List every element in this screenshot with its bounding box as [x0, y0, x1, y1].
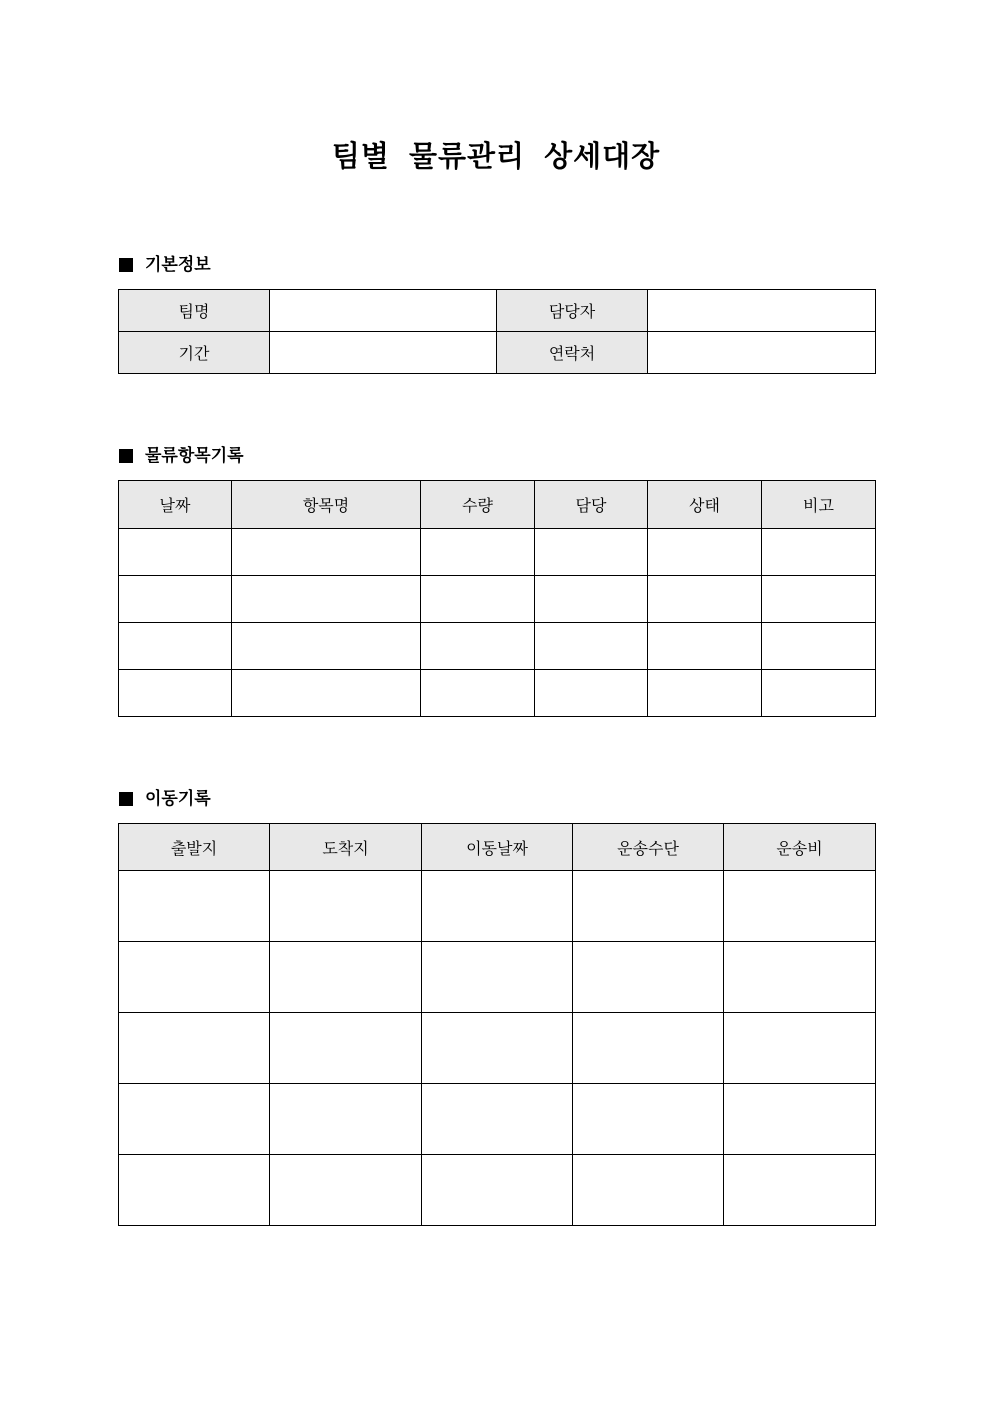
- table-cell[interactable]: [421, 529, 535, 576]
- table-cell[interactable]: [270, 871, 422, 942]
- table-cell[interactable]: [232, 576, 421, 623]
- table-cell[interactable]: [724, 1084, 876, 1155]
- column-header-move-date: 이동날짜: [422, 824, 573, 871]
- table-row: [119, 576, 876, 623]
- team-name-label: 팀명: [119, 290, 270, 332]
- table-cell[interactable]: [535, 623, 648, 670]
- table-cell[interactable]: [422, 1155, 573, 1226]
- table-cell[interactable]: [724, 942, 876, 1013]
- table-cell[interactable]: [119, 529, 232, 576]
- table-row: [119, 332, 876, 374]
- document-title: 팀별 물류관리 상세대장: [331, 139, 661, 173]
- column-header-origin: 출발지: [119, 824, 270, 871]
- table-cell[interactable]: [573, 942, 724, 1013]
- column-header-shipping-cost: 운송비: [724, 824, 876, 871]
- table-row: [119, 942, 876, 1013]
- table-cell[interactable]: [270, 1013, 422, 1084]
- table-cell[interactable]: [724, 1013, 876, 1084]
- table-cell[interactable]: [648, 576, 762, 623]
- table-cell[interactable]: [232, 529, 421, 576]
- table-cell[interactable]: [762, 576, 876, 623]
- table-cell[interactable]: [762, 670, 876, 717]
- column-header-transport: 운송수단: [573, 824, 724, 871]
- column-header-quantity: 수량: [421, 481, 535, 529]
- table-cell[interactable]: [573, 1155, 724, 1226]
- table-row: [119, 871, 876, 942]
- table-cell[interactable]: [232, 623, 421, 670]
- basic-info-heading: [119, 254, 211, 276]
- table-cell[interactable]: [573, 1013, 724, 1084]
- team-name-field[interactable]: [270, 290, 497, 332]
- items-record-table: [118, 480, 876, 717]
- table-row: [119, 290, 876, 332]
- table-cell[interactable]: [422, 942, 573, 1013]
- column-header-notes: 비고: [762, 481, 876, 529]
- table-cell[interactable]: [119, 871, 270, 942]
- column-header-date: 날짜: [119, 481, 232, 529]
- table-cell[interactable]: [119, 942, 270, 1013]
- table-cell[interactable]: [119, 1155, 270, 1226]
- table-cell[interactable]: [535, 670, 648, 717]
- table-cell[interactable]: [270, 1155, 422, 1226]
- movement-record-heading-text: 이동기록: [145, 789, 211, 809]
- table-cell[interactable]: [724, 1155, 876, 1226]
- table-cell[interactable]: [270, 1084, 422, 1155]
- manager-label: 담당자: [497, 290, 648, 332]
- table-cell[interactable]: [119, 1013, 270, 1084]
- column-header-assignee: 담당: [535, 481, 648, 529]
- square-bullet-icon: [119, 792, 133, 806]
- table-cell[interactable]: [535, 576, 648, 623]
- items-record-heading-text: 물류항목기록: [145, 446, 244, 466]
- period-label: 기간: [119, 332, 270, 374]
- column-header-item-name: 항목명: [232, 481, 421, 529]
- movement-record-heading: [119, 788, 211, 810]
- table-header-row: [119, 481, 876, 529]
- table-row: [119, 529, 876, 576]
- table-row: [119, 1155, 876, 1226]
- square-bullet-icon: [119, 258, 133, 272]
- table-header-row: [119, 824, 876, 871]
- table-cell[interactable]: [422, 1084, 573, 1155]
- table-row: [119, 670, 876, 717]
- table-cell[interactable]: [648, 623, 762, 670]
- table-cell[interactable]: [119, 623, 232, 670]
- square-bullet-icon: [119, 449, 133, 463]
- contact-label: 연락처: [497, 332, 648, 374]
- table-cell[interactable]: [762, 529, 876, 576]
- table-cell[interactable]: [422, 871, 573, 942]
- table-cell[interactable]: [421, 670, 535, 717]
- table-cell[interactable]: [270, 942, 422, 1013]
- table-cell[interactable]: [422, 1013, 573, 1084]
- table-cell[interactable]: [724, 871, 876, 942]
- period-field[interactable]: [270, 332, 497, 374]
- table-cell[interactable]: [535, 529, 648, 576]
- table-row: [119, 623, 876, 670]
- basic-info-heading-text: 기본정보: [145, 255, 211, 275]
- table-row: [119, 1084, 876, 1155]
- basic-info-table: [118, 289, 876, 374]
- table-cell[interactable]: [119, 576, 232, 623]
- table-cell[interactable]: [119, 670, 232, 717]
- table-cell[interactable]: [119, 1084, 270, 1155]
- column-header-status: 상태: [648, 481, 762, 529]
- column-header-destination: 도착지: [270, 824, 422, 871]
- table-cell[interactable]: [573, 871, 724, 942]
- manager-field[interactable]: [648, 290, 876, 332]
- table-cell[interactable]: [648, 670, 762, 717]
- table-cell[interactable]: [762, 623, 876, 670]
- table-row: [119, 1013, 876, 1084]
- contact-field[interactable]: [648, 332, 876, 374]
- table-cell[interactable]: [648, 529, 762, 576]
- items-record-heading: [119, 445, 244, 467]
- table-cell[interactable]: [573, 1084, 724, 1155]
- movement-record-table: [118, 823, 876, 1226]
- table-cell[interactable]: [421, 576, 535, 623]
- table-cell[interactable]: [421, 623, 535, 670]
- table-cell[interactable]: [232, 670, 421, 717]
